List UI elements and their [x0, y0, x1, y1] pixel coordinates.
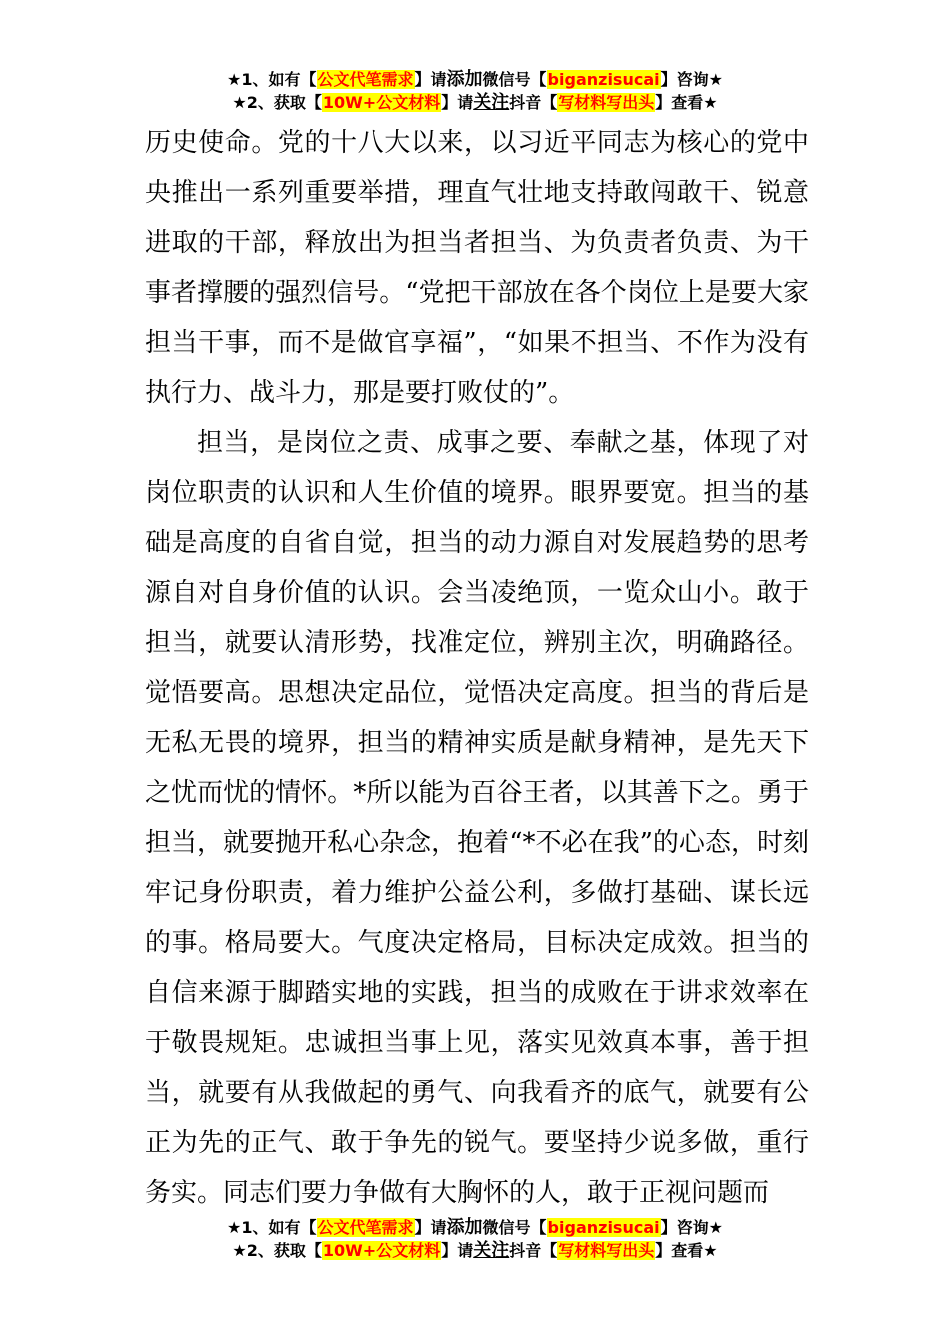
banner-text: ★2、获取【 — [232, 1241, 322, 1260]
wechat-id-highlight: biganzisucai — [547, 1218, 660, 1237]
banner-line-1 — [0, 1216, 950, 1239]
banner-text: 抖音【 — [509, 93, 558, 112]
banner-text: 】请 — [441, 1241, 474, 1260]
paragraph-2: 担当，是岗位之责、成事之要、奉献之基，体现了对岗位职责的认识和人生价值的境界。眼界要宽。担当的基础是高度的自省自觉，担当的动力源自对发展趋势的思考源自对自身价值的认识。会当凌绝顶，一览众山小。敢于担当，就要认清形势，找准定位，辨别主次，明确路径。觉悟要高。思想决定品位，觉悟决定高度。担当的背后是无私无畏的境界，担当的精神实质是献身精神，是先天下之忧而忧的情怀。*所以能为百谷王者，以其善下之。勇于担当，就要抛开私心杂念，抱着“*不必在我”的心态，时刻牢记身份职责，着力维护公益公利，多做打基础、谋长远的事。格局要大。气度决定格局，目标决定成效。担当的自信来源于脚踏实地的实践，担当的成败在于讲求效率在于敬畏规矩。忠诚担当事上见，落实见效真本事，善于担当，就要有从我做起的勇气、向我看齐的底气，就要有公正为先的正气、敢于争先的锐气。要坚持少说多做，重行务实。同志们要力争做有大胸怀的人，敢于正视问题而 — [145, 428, 809, 1208]
banner-line-2 — [0, 91, 950, 114]
banner-text: 】请 — [414, 70, 447, 89]
banner-text: ★2、获取【 — [232, 93, 322, 112]
banner-text: 微信号【 — [482, 1218, 547, 1237]
banner-text: 】咨询★ — [660, 70, 723, 89]
banner-line-1 — [0, 68, 950, 91]
banner-text: 】请 — [414, 1218, 447, 1237]
add-emphasis: 添加 — [446, 69, 483, 90]
service-highlight: 公文代笔需求 — [317, 70, 414, 89]
douyin-highlight: 写材料写出头 — [558, 1241, 655, 1260]
follow-emphasis: 关注 — [473, 1240, 510, 1261]
banner-text: 微信号【 — [482, 70, 547, 89]
banner-text: 】查看★ — [655, 93, 718, 112]
banner-text: 】咨询★ — [660, 1218, 723, 1237]
douyin-highlight: 写材料写出头 — [558, 93, 655, 112]
footer-banner — [0, 1216, 950, 1262]
materials-highlight: 10W+公文材料 — [322, 93, 441, 112]
document-body — [145, 118, 809, 1218]
banner-line-2 — [0, 1239, 950, 1262]
add-emphasis: 添加 — [446, 1217, 483, 1238]
banner-text: 】请 — [441, 93, 474, 112]
banner-text: ★1、如有【 — [227, 1218, 317, 1237]
paragraph-1: 历史使命。党的十八大以来，以习近平同志为核心的党中央推出一系列重要举措，理直气壮地支持敢闯敢干、锐意进取的干部，释放出为担当者担当、为负责者负责、为干事者撑腰的强烈信号。“党把干部放在各个岗位上是要大家担当干事，而不是做官享福”，“如果不担当、不作为没有执行力、战斗力，那是要打败仗的”。 — [145, 128, 809, 408]
wechat-id-highlight: biganzisucai — [547, 70, 660, 89]
banner-text: ★1、如有【 — [227, 70, 317, 89]
banner-text: 】查看★ — [655, 1241, 718, 1260]
follow-emphasis: 关注 — [473, 92, 510, 113]
materials-highlight: 10W+公文材料 — [322, 1241, 441, 1260]
header-banner — [0, 68, 950, 114]
service-highlight: 公文代笔需求 — [317, 1218, 414, 1237]
banner-text: 抖音【 — [509, 1241, 558, 1260]
